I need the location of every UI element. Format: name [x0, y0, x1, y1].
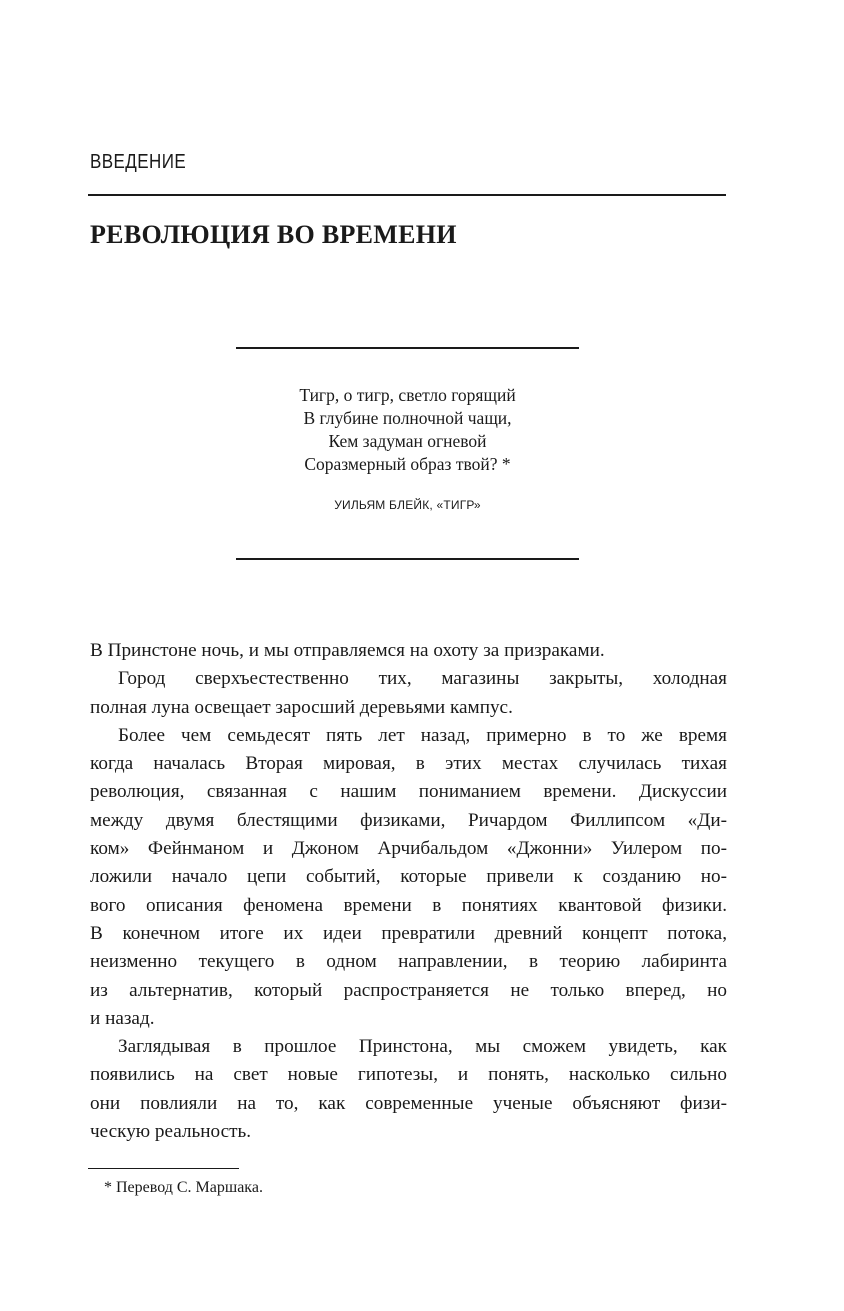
- epigraph-top-rule: [236, 347, 579, 349]
- epigraph: [236, 384, 579, 476]
- epigraph-line: Кем задуман огневой: [328, 431, 487, 451]
- text-line: Город сверхъестественно тих, магазины закрыты, холодная: [118, 668, 727, 690]
- epigraph-line: Соразмерный образ твой? *: [304, 454, 511, 474]
- text-line: вого описания феномена времени в понятиях квантовой физики.: [90, 894, 727, 916]
- body-text: [90, 637, 727, 1146]
- text-line: полная луна освещает заросший деревьями кампус.: [90, 696, 513, 718]
- footnote: * Перевод С. Маршака.: [104, 1179, 263, 1196]
- epigraph-line: В глубине полночной чащи,: [303, 408, 512, 428]
- text-line: неизменно текущего в одном направлении, в теорию лабиринта: [90, 951, 727, 973]
- text-line: ложили начало цепи событий, которые привели к созданию но-: [90, 866, 727, 888]
- text-line: когда началась Вторая мировая, в этих местах случилась тихая: [90, 753, 727, 775]
- text-line: из альтернатив, который распространяется не только вперед, но: [90, 979, 727, 1001]
- text-line: между двумя блестящими физиками, Ричардом Филлипсом «Ди-: [90, 809, 727, 831]
- epigraph-bottom-rule: [236, 558, 579, 560]
- text-line: В Принстоне ночь, и мы отправляемся на охоту за призраками.: [90, 640, 605, 661]
- text-line: революция, связанная с нашим пониманием времени. Дискуссии: [90, 781, 727, 803]
- text-line: ком» Фейнманом и Джоном Арчибальдом «Джонни» Уилером по-: [90, 838, 727, 860]
- text-line: появились на свет новые гипотезы, и понять, насколько сильно: [90, 1064, 727, 1086]
- paragraph: [90, 722, 727, 1033]
- text-line: и назад.: [90, 1007, 155, 1029]
- text-line: они повлияли на то, как современные ученые объясняют физи-: [90, 1092, 727, 1114]
- paragraph: [90, 665, 727, 722]
- text-line: В конечном итоге их идеи превратили древний концепт потока,: [90, 922, 727, 944]
- footnote-rule: [88, 1168, 239, 1169]
- header-rule: [88, 194, 726, 196]
- chapter-title: РЕВОЛЮЦИЯ ВО ВРЕМЕНИ: [90, 220, 457, 249]
- epigraph-line: Тигр, о тигр, светло горящий: [299, 385, 516, 405]
- section-label: ВВЕДЕНИЕ: [90, 151, 187, 173]
- paragraph: [90, 637, 727, 665]
- paragraph: [90, 1033, 727, 1146]
- epigraph-attribution: УИЛЬЯМ БЛЕЙК, «ТИГР»: [334, 498, 481, 512]
- text-line: Заглядывая в прошлое Принстона, мы сможем увидеть, как: [118, 1036, 727, 1058]
- text-line: ческую реальность.: [90, 1121, 252, 1143]
- text-line: Более чем семьдесят пять лет назад, примерно в то же время: [118, 724, 727, 746]
